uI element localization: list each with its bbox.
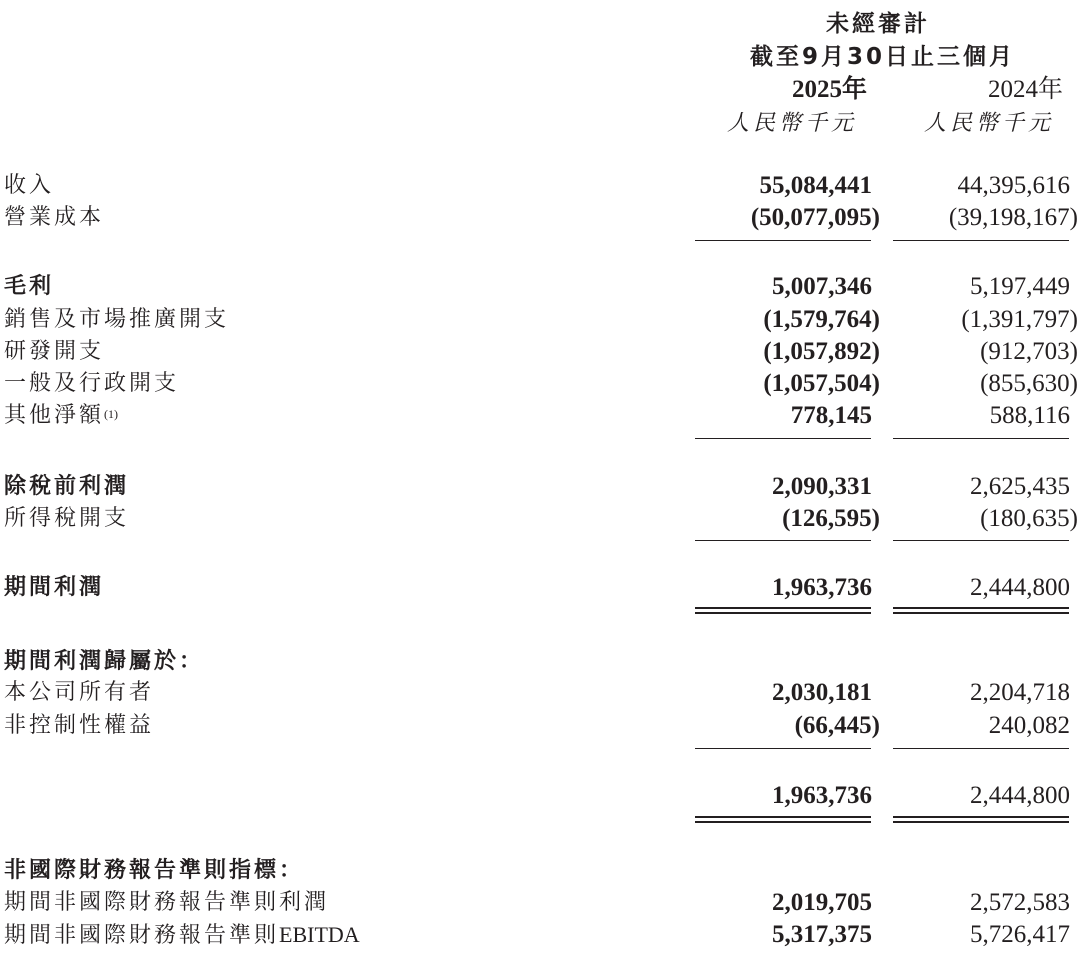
row-label-latin: EBITDA bbox=[279, 922, 360, 947]
value-2024: 588,116 bbox=[989, 402, 1070, 429]
value-2024: 2,204,718 bbox=[970, 679, 1070, 706]
value-2024: (855,630) bbox=[980, 370, 1078, 397]
subtotal-rule bbox=[695, 240, 871, 241]
value-2025: (1,057,892) bbox=[763, 338, 880, 365]
row-label-cjk: 期間非國際財務報告準則 bbox=[4, 923, 280, 948]
row-label: 一般及行政開支 bbox=[4, 371, 180, 396]
value-2025: 1,963,736 bbox=[772, 782, 872, 809]
value-2025: 2,090,331 bbox=[772, 473, 872, 500]
value-2024: 2,444,800 bbox=[970, 574, 1070, 601]
value-2025: (66,445) bbox=[794, 712, 880, 739]
value-2024: 2,444,800 bbox=[970, 782, 1070, 809]
row-label: 所得稅開支 bbox=[4, 506, 130, 531]
row-attributable-heading bbox=[0, 646, 1080, 678]
col-2025-year: 2025年 bbox=[792, 76, 868, 103]
value-2024: (39,198,167) bbox=[948, 204, 1078, 231]
row-attributable-total bbox=[0, 780, 1080, 812]
row-label: 營業成本 bbox=[4, 205, 105, 230]
header-period bbox=[750, 43, 1015, 71]
subtotal-rule bbox=[893, 540, 1069, 541]
row-profit-before-tax bbox=[0, 471, 1080, 503]
subtotal-rule bbox=[893, 748, 1069, 749]
row-income-tax bbox=[0, 503, 1080, 535]
row-label: 除稅前利潤 bbox=[4, 474, 130, 499]
row-profit-for-period bbox=[0, 572, 1080, 604]
col-2024-unit: 人民幣千元 bbox=[924, 111, 1055, 136]
value-2025: 2,030,181 bbox=[772, 679, 872, 706]
row-selling-marketing bbox=[0, 304, 1080, 336]
row-label: 毛利 bbox=[4, 274, 55, 299]
value-2024: 44,395,616 bbox=[957, 172, 1070, 199]
value-2024: 5,197,449 bbox=[970, 273, 1070, 300]
row-label: 研發開支 bbox=[4, 339, 105, 364]
value-2025: 5,317,375 bbox=[772, 921, 872, 948]
value-2024: (1,391,797) bbox=[961, 306, 1078, 333]
value-2025: (1,579,764) bbox=[763, 306, 880, 333]
row-non-ifrs-ebitda bbox=[0, 919, 1080, 951]
value-2025: (1,057,504) bbox=[763, 370, 880, 397]
row-cost-of-revenue bbox=[0, 202, 1080, 234]
row-rd-expenses bbox=[0, 336, 1080, 368]
row-label: 非控制性權益 bbox=[4, 713, 155, 738]
value-2025: 55,084,441 bbox=[759, 172, 872, 199]
section-heading: 期間利潤歸屬於： bbox=[4, 649, 205, 674]
header-period-text: 截至9月30日止三個月 bbox=[750, 44, 1016, 70]
value-2025: 1,963,736 bbox=[772, 574, 872, 601]
row-label bbox=[4, 919, 360, 952]
row-label: 期間非國際財務報告準則利潤 bbox=[4, 890, 330, 915]
row-owners-of-company bbox=[0, 677, 1080, 709]
row-non-controlling-interests bbox=[0, 710, 1080, 742]
footnote-marker: (1) bbox=[104, 407, 119, 421]
row-label: 期間利潤 bbox=[4, 575, 105, 600]
col-2025-unit: 人民幣千元 bbox=[727, 111, 858, 136]
value-2025: (50,077,095) bbox=[750, 204, 880, 231]
row-general-admin bbox=[0, 368, 1080, 400]
value-2025: 2,019,705 bbox=[772, 889, 872, 916]
value-2024: 2,625,435 bbox=[970, 473, 1070, 500]
section-heading: 非國際財務報告準則指標： bbox=[4, 858, 305, 883]
value-2025: 5,007,346 bbox=[772, 273, 872, 300]
value-2024: 240,082 bbox=[988, 712, 1070, 739]
value-2024: (180,635) bbox=[980, 505, 1078, 532]
row-gross-profit bbox=[0, 271, 1080, 303]
value-2024: 5,726,417 bbox=[970, 921, 1070, 948]
subtotal-rule bbox=[695, 438, 871, 439]
row-non-ifrs-profit bbox=[0, 887, 1080, 919]
row-label bbox=[4, 400, 118, 432]
row-label: 銷售及市場推廣開支 bbox=[4, 307, 230, 332]
subtotal-rule bbox=[893, 240, 1069, 241]
row-other-net bbox=[0, 400, 1080, 432]
total-double-rule bbox=[695, 816, 871, 823]
total-double-rule bbox=[695, 607, 871, 614]
value-2025: 778,145 bbox=[790, 402, 872, 429]
row-label: 本公司所有者 bbox=[4, 680, 155, 705]
row-revenue bbox=[0, 170, 1080, 202]
total-double-rule bbox=[893, 607, 1069, 614]
col-2024-year: 2024年 bbox=[988, 76, 1064, 103]
subtotal-rule bbox=[695, 748, 871, 749]
row-label: 收入 bbox=[4, 173, 55, 198]
total-double-rule bbox=[893, 816, 1069, 823]
value-2024: 2,572,583 bbox=[970, 889, 1070, 916]
subtotal-rule bbox=[893, 438, 1069, 439]
value-2024: (912,703) bbox=[980, 338, 1078, 365]
row-non-ifrs-heading bbox=[0, 855, 1080, 887]
value-2025: (126,595) bbox=[782, 505, 880, 532]
row-label-text: 其他淨額 bbox=[4, 403, 105, 428]
header-unaudited: 未經審計 bbox=[826, 11, 930, 37]
subtotal-rule bbox=[695, 540, 871, 541]
